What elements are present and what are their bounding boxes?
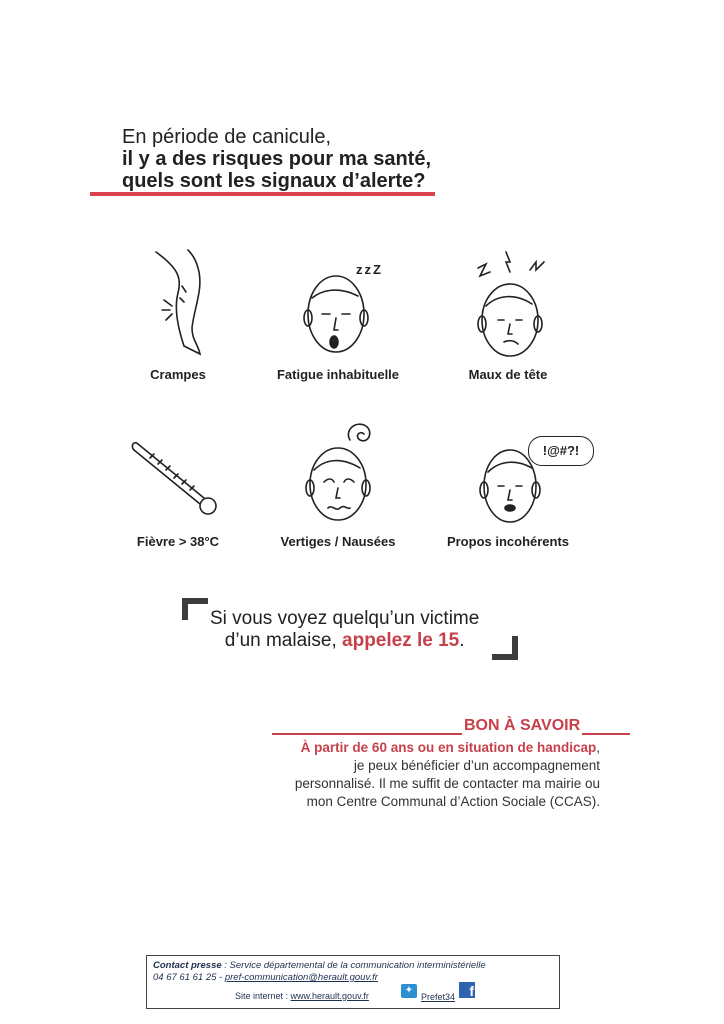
symptom-label: Crampes (150, 367, 206, 382)
press-contact-box: Contact presse : Service départemental de la communication interministérielle 04 67 61 61 25 - pref-communication@herault.gouv.fr Site internet : www.herault.gouv.fr ✦ Prefet34 f (146, 955, 560, 1009)
email-link[interactable]: pref-communication@herault.gouv.fr (224, 972, 378, 983)
heading-underline (90, 192, 435, 196)
info-text: À partir de 60 ans ou en situation de handicap, je peux bénéficier d’un accompagnement personnalisé. Il me suffit de contacter ma mairie ou mon Centre Communal d’Action Sociale (CCAS). (294, 740, 600, 809)
bracket-top-left (182, 598, 208, 604)
symptom-label: Fatigue inhabituelle (276, 367, 400, 382)
tired-face-icon (298, 262, 388, 362)
speech-bubble: !@#?! (528, 436, 594, 466)
symptom-label: Propos incohérents (446, 534, 570, 549)
info-title: BON À SAVOIR (464, 717, 581, 734)
bracket-bottom-right (492, 654, 518, 660)
website-link[interactable]: www.herault.gouv.fr (290, 991, 369, 1001)
headache-face-icon (468, 248, 558, 360)
snore-text: zzZ (356, 262, 383, 277)
leg-cramp-icon (148, 248, 218, 358)
symptom-label: Fièvre > 38°C (136, 534, 220, 549)
twitter-icon[interactable]: ✦ (401, 984, 417, 998)
dizzy-face-icon (300, 418, 390, 526)
symptom-label: Vertiges / Nausées (280, 534, 396, 549)
emergency-callout: Si vous voyez quelqu’un victime d’un malaise, appelez le 15. (210, 608, 480, 651)
facebook-icon[interactable]: f (459, 982, 475, 998)
page-heading: En période de canicule, il y a des risques pour ma santé, quels sont les signaux d’alerte? (122, 126, 432, 192)
call-15-emphasis: appelez le 15 (342, 630, 460, 651)
thermometer-icon (130, 438, 222, 518)
twitter-link[interactable]: Prefet34 (421, 992, 456, 1002)
symptom-label: Maux de tête (468, 367, 548, 382)
